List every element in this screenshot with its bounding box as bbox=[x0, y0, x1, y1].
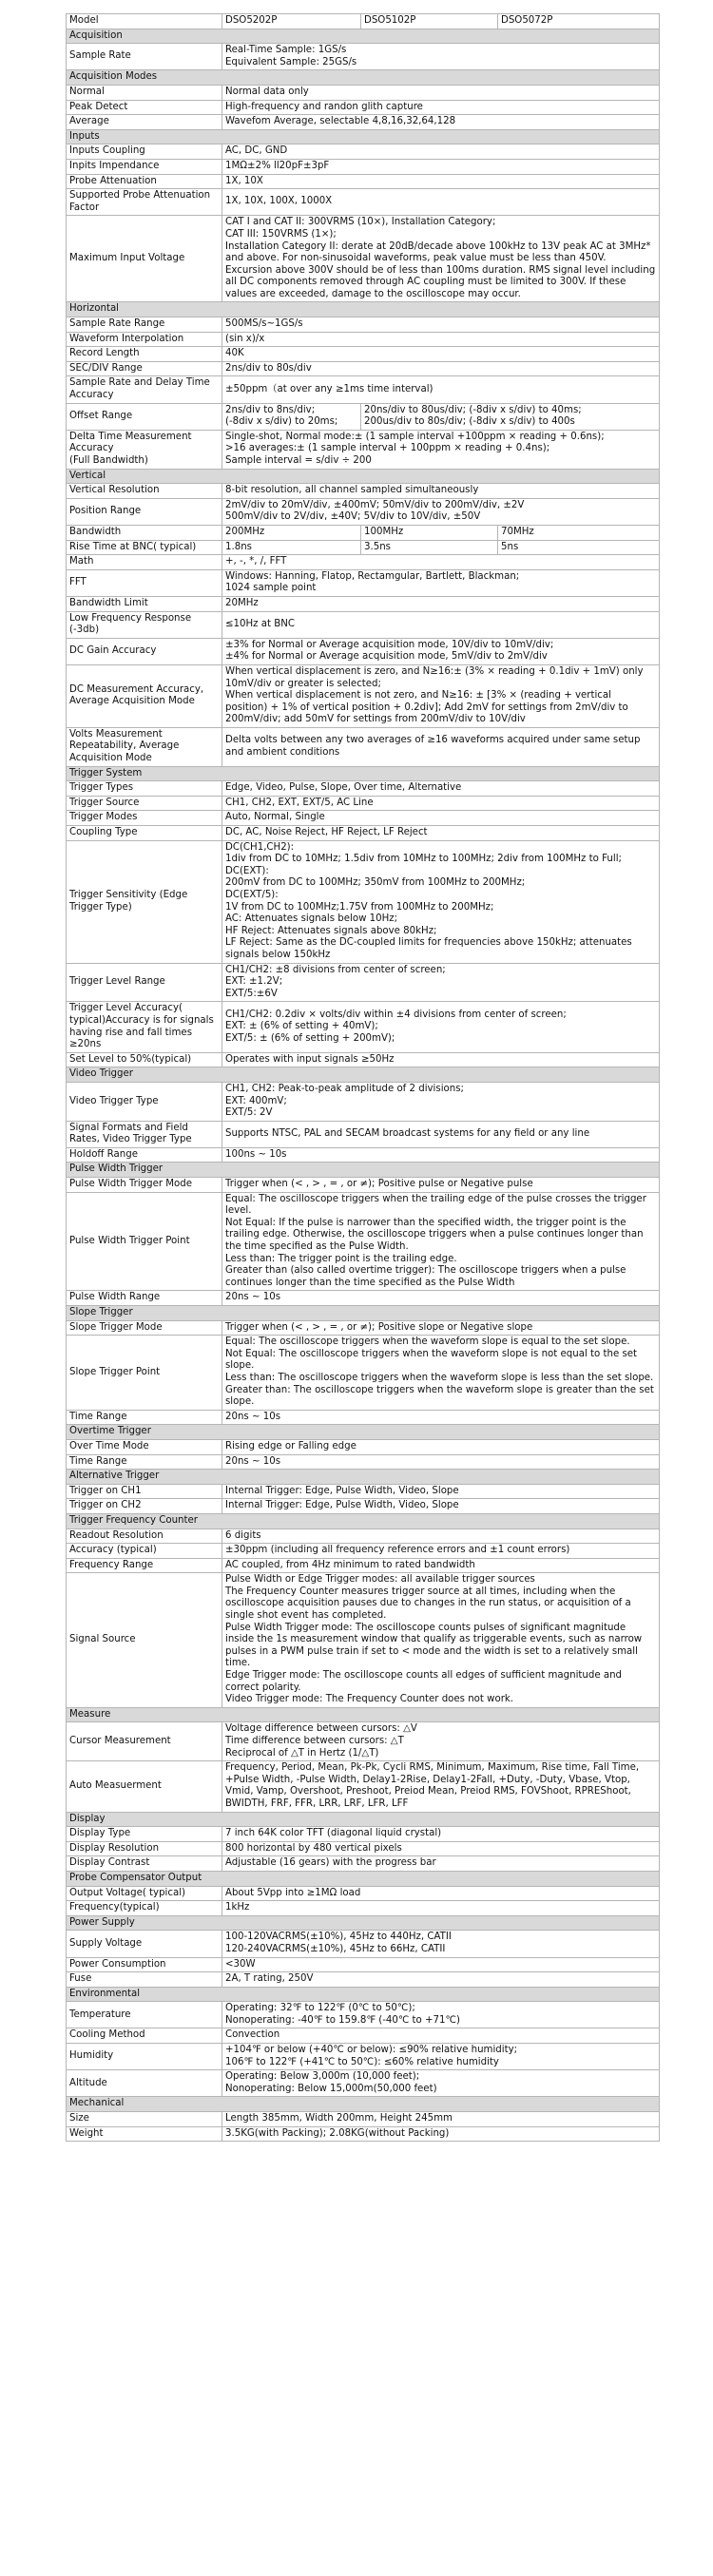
model-cell: DSO5072P bbox=[498, 14, 660, 29]
spec-value: Pulse Width or Edge Trigger modes: all available trigger sources The Frequency Counter measures trigger source at all times, including when the oscilloscope acquisition pauses due to changes in the run status, or acquisition of a single shot event has completed. Pulse Width Trigger mode: The oscilloscope counts pulses of significant magnitude inside the 1s measurement window that qualify as triggerable events, such as narrow pulses in a PWM pulse train if set to < mode and the width is set to a relatively small time. Edge Trigger mode: The oscilloscope counts all edges of sufficient magnitude and correct polarity. Video Trigger mode: The Frequency Counter does not work. bbox=[222, 1573, 660, 1708]
spec-value: 100MHz bbox=[361, 525, 498, 540]
spec-value: Internal Trigger: Edge, Pulse Width, Video, Slope bbox=[222, 1484, 660, 1499]
spec-sheet bbox=[66, 13, 659, 2142]
section-title: Trigger System bbox=[67, 766, 660, 781]
spec-value: 200MHz bbox=[222, 525, 361, 540]
spec-label: Bandwidth Limit bbox=[67, 596, 222, 611]
spec-label: Display Contrast bbox=[67, 1856, 222, 1872]
spec-label: Maximum Input Voltage bbox=[67, 216, 222, 302]
spec-label: Inpits Impendance bbox=[67, 159, 222, 174]
spec-value: Normal data only bbox=[222, 85, 660, 100]
spec-label: Sample Rate Range bbox=[67, 317, 222, 333]
spec-label: Offset Range bbox=[67, 403, 222, 430]
spec-row bbox=[67, 1052, 660, 1067]
header-row bbox=[67, 14, 660, 29]
spec-label: DC Measurement Accuracy, Average Acquisition Mode bbox=[67, 664, 222, 727]
spec-label: Pulse Width Trigger Point bbox=[67, 1192, 222, 1291]
spec-row bbox=[67, 100, 660, 115]
spec-row bbox=[67, 2044, 660, 2070]
spec-label: Display Type bbox=[67, 1827, 222, 1842]
spec-row bbox=[67, 2070, 660, 2097]
spec-row bbox=[67, 963, 660, 1002]
spec-value: 20ns ~ 10s bbox=[222, 1291, 660, 1306]
spec-label: Trigger Types bbox=[67, 781, 222, 797]
spec-value: Rising edge or Falling edge bbox=[222, 1439, 660, 1454]
spec-row bbox=[67, 1192, 660, 1291]
spec-row bbox=[67, 1558, 660, 1573]
spec-label: Slope Trigger Point bbox=[67, 1336, 222, 1411]
spec-label: Power Consumption bbox=[67, 1957, 222, 1972]
spec-value: AC, DC, GND bbox=[222, 144, 660, 160]
spec-row bbox=[67, 2112, 660, 2127]
spec-label: DC Gain Accuracy bbox=[67, 638, 222, 664]
spec-row bbox=[67, 1886, 660, 1901]
spec-row bbox=[67, 840, 660, 963]
spec-row bbox=[67, 332, 660, 347]
spec-row bbox=[67, 2002, 660, 2028]
spec-value: When vertical displacement is zero, and N≥16:± (3% × reading + 0.1div + 1mV) only 10mV/div or greater is selected; When vertical displacement is not zero, and N≥16: ± [3% × (reading + vertical position) + 1% of vertical position + 0.2div]; Add 2mV for settings from 2mV/div to 200mV/div; add 50mV for settings from 200mV/div to 10V/div bbox=[222, 664, 660, 727]
spec-value: DC(CH1,CH2): 1div from DC to 10MHz; 1.5div from 10MHz to 100MHz; 2div from 100MHz to Full; DC(EXT): 200mV from DC to 100MHz; 350mV from 100MHz to 200MHz; DC(EXT/5): 1V from DC to 100MHz;1.75V from 100MHz to 200MHz; AC: Attenuates signals below 10Hz; HF Reject: Attenuates signals above 80kHz; LF Reject: Same as the DC-coupled limits for frequencies above 150kHz; attenuates signals below 150kHz bbox=[222, 840, 660, 963]
spec-row bbox=[67, 1761, 660, 1812]
spec-row bbox=[67, 1336, 660, 1411]
model-cell: DSO5102P bbox=[361, 14, 498, 29]
spec-value: DC, AC, Noise Reject, HF Reject, LF Reject bbox=[222, 826, 660, 841]
section-header-row bbox=[67, 1306, 660, 1321]
spec-value: Trigger when (< , > , = , or ≠); Positive slope or Negative slope bbox=[222, 1320, 660, 1336]
spec-label: Normal bbox=[67, 85, 222, 100]
section-title: Measure bbox=[67, 1707, 660, 1722]
spec-value: 3.5KG(with Packing); 2.08KG(without Packing) bbox=[222, 2126, 660, 2142]
spec-row bbox=[67, 1499, 660, 1514]
spec-row bbox=[67, 796, 660, 811]
spec-value: 5ns bbox=[498, 540, 660, 555]
spec-label: Pulse Width Range bbox=[67, 1291, 222, 1306]
spec-value: 1MΩ±2% ll20pF±3pF bbox=[222, 159, 660, 174]
section-title: Pulse Width Trigger bbox=[67, 1163, 660, 1178]
spec-row bbox=[67, 1002, 660, 1052]
spec-value: Convection bbox=[222, 2028, 660, 2044]
spec-value: +104℉ or below (+40℃ or below): ≤90% relative humidity; 106℉ to 122℉ (+41℃ to 50℃): ≤60% relative humidity bbox=[222, 2044, 660, 2070]
section-title: Display bbox=[67, 1812, 660, 1827]
section-title: Overtime Trigger bbox=[67, 1425, 660, 1440]
spec-row bbox=[67, 1544, 660, 1559]
spec-value: 2mV/div to 20mV/div, ±400mV; 50mV/div to 200mV/div, ±2V 500mV/div to 2V/div, ±40V; 5V/div to 10V/div, ±50V bbox=[222, 498, 660, 525]
spec-label: Delta Time Measurement Accuracy (Full Bandwidth) bbox=[67, 430, 222, 469]
spec-value: Voltage difference between cursors: △V Time difference between cursors: △T Reciprocal of △T in Hertz (1/△T) bbox=[222, 1722, 660, 1761]
spec-label: Accuracy (typical) bbox=[67, 1544, 222, 1559]
spec-value: AC coupled, from 4Hz minimum to rated bandwidth bbox=[222, 1558, 660, 1573]
spec-row bbox=[67, 174, 660, 189]
spec-label: Rise Time at BNC( typical) bbox=[67, 540, 222, 555]
spec-row bbox=[67, 1931, 660, 1957]
spec-value: 1kHz bbox=[222, 1901, 660, 1916]
spec-label: Supply Voltage bbox=[67, 1931, 222, 1957]
spec-value: (sin x)/x bbox=[222, 332, 660, 347]
spec-row bbox=[67, 1410, 660, 1425]
spec-label: Math bbox=[67, 555, 222, 570]
spec-row bbox=[67, 44, 660, 70]
spec-value: 3.5ns bbox=[361, 540, 498, 555]
spec-row bbox=[67, 1901, 660, 1916]
spec-value: Delta volts between any two averages of ≥16 waveforms acquired under same setup and ambient conditions bbox=[222, 727, 660, 766]
section-title: Trigger Frequency Counter bbox=[67, 1513, 660, 1528]
spec-label: Time Range bbox=[67, 1410, 222, 1425]
spec-row bbox=[67, 216, 660, 302]
spec-row bbox=[67, 1722, 660, 1761]
spec-row bbox=[67, 1454, 660, 1470]
spec-value: 20MHz bbox=[222, 596, 660, 611]
spec-label: Trigger Level Range bbox=[67, 963, 222, 1002]
section-header-row bbox=[67, 1987, 660, 2002]
spec-label: Trigger Level Accuracy( typical)Accuracy is for signals having rise and fall times ≥20ns bbox=[67, 1002, 222, 1052]
spec-value: <30W bbox=[222, 1957, 660, 1972]
section-header-row bbox=[67, 302, 660, 317]
spec-row bbox=[67, 2028, 660, 2044]
spec-value: 2A, T rating, 250V bbox=[222, 1972, 660, 1988]
spec-value: 100-120VACRMS(±10%), 45Hz to 440Hz, CATII 120-240VACRMS(±10%), 45Hz to 66Hz, CATII bbox=[222, 1931, 660, 1957]
spec-value: +, -, *, /, FFT bbox=[222, 555, 660, 570]
spec-value: 1X, 10X, 100X, 1000X bbox=[222, 189, 660, 216]
spec-label: Temperature bbox=[67, 2002, 222, 2028]
spec-row bbox=[67, 1827, 660, 1842]
spec-row bbox=[67, 525, 660, 540]
spec-row bbox=[67, 1147, 660, 1163]
spec-value: CH1/CH2: ±8 divisions from center of screen; EXT: ±1.2V; EXT/5:±6V bbox=[222, 963, 660, 1002]
spec-table bbox=[66, 13, 660, 2142]
spec-value: CAT I and CAT II: 300VRMS (10×), Installation Category; CAT III: 150VRMS (1×); Installation Category II: derate at 20dB/decade above 100kHz to 13V peak AC at 3MHz* and above. For non-sinusoidal waveforms, peak value must be less than 450V. Excursion above 300V should be of less than 100ms duration. RMS signal level including all DC components removed through AC coupling must be limited to 300V. If these values are exceeded, damage to the oscilloscope may occur. bbox=[222, 216, 660, 302]
section-title: Horizontal bbox=[67, 302, 660, 317]
spec-value: ±3% for Normal or Average acquisition mode, 10V/div to 10mV/div; ±4% for Normal or Average acquisition mode, 5mV/div to 2mV/div bbox=[222, 638, 660, 664]
section-header-row bbox=[67, 70, 660, 86]
spec-label: Inputs Coupling bbox=[67, 144, 222, 160]
section-header-row bbox=[67, 129, 660, 144]
spec-value: Supports NTSC, PAL and SECAM broadcast systems for any field or any line bbox=[222, 1121, 660, 1147]
spec-row bbox=[67, 611, 660, 638]
spec-value: 100ns ~ 10s bbox=[222, 1147, 660, 1163]
spec-row bbox=[67, 2126, 660, 2142]
spec-row bbox=[67, 430, 660, 469]
section-header-row bbox=[67, 1915, 660, 1931]
spec-value: 40K bbox=[222, 347, 660, 362]
spec-value: Operates with input signals ≥50Hz bbox=[222, 1052, 660, 1067]
spec-value: 20ns ~ 10s bbox=[222, 1454, 660, 1470]
section-header-row bbox=[67, 2097, 660, 2112]
spec-label: Holdoff Range bbox=[67, 1147, 222, 1163]
spec-row bbox=[67, 361, 660, 376]
spec-row bbox=[67, 1484, 660, 1499]
spec-label: Frequency Range bbox=[67, 1558, 222, 1573]
spec-value: CH1, CH2, EXT, EXT/5, AC Line bbox=[222, 796, 660, 811]
spec-label: Record Length bbox=[67, 347, 222, 362]
spec-value: 500MS/s~1GS/s bbox=[222, 317, 660, 333]
section-header-row bbox=[67, 1812, 660, 1827]
spec-value: ≤10Hz at BNC bbox=[222, 611, 660, 638]
spec-label: Slope Trigger Mode bbox=[67, 1320, 222, 1336]
spec-label: Trigger on CH2 bbox=[67, 1499, 222, 1514]
spec-label: Set Level to 50%(typical) bbox=[67, 1052, 222, 1067]
spec-value: 6 digits bbox=[222, 1528, 660, 1544]
spec-label: Signal Formats and Field Rates, Video Trigger Type bbox=[67, 1121, 222, 1147]
spec-label: Pulse Width Trigger Mode bbox=[67, 1178, 222, 1193]
section-title: Acquisition bbox=[67, 29, 660, 44]
spec-label: Fuse bbox=[67, 1972, 222, 1988]
spec-row bbox=[67, 498, 660, 525]
spec-value: 1.8ns bbox=[222, 540, 361, 555]
spec-row bbox=[67, 1121, 660, 1147]
section-title: Vertical bbox=[67, 469, 660, 484]
spec-value: 7 inch 64K color TFT (diagonal liquid crystal) bbox=[222, 1827, 660, 1842]
spec-row bbox=[67, 376, 660, 403]
spec-label: Display Resolution bbox=[67, 1841, 222, 1856]
spec-row bbox=[67, 115, 660, 130]
spec-row bbox=[67, 403, 660, 430]
section-header-row bbox=[67, 1470, 660, 1485]
spec-label: Sample Rate and Delay Time Accuracy bbox=[67, 376, 222, 403]
spec-label: Probe Attenuation bbox=[67, 174, 222, 189]
spec-value: Equal: The oscilloscope triggers when the waveform slope is equal to the set slope. Not Equal: The oscilloscope triggers when the waveform slope is not equal to the set slope. Less than: The oscilloscope triggers when the waveform slope is less than the set slope. Greater than: The oscilloscope triggers when the waveform slope is greater than the set slope. bbox=[222, 1336, 660, 1411]
spec-value: CH1/CH2: 0.2div × volts/div within ±4 divisions from center of screen; EXT: ± (6% of setting + 40mV); EXT/5: ± (6% of setting + 200mV); bbox=[222, 1002, 660, 1052]
spec-row bbox=[67, 1573, 660, 1708]
spec-label: Time Range bbox=[67, 1454, 222, 1470]
spec-row bbox=[67, 596, 660, 611]
spec-label: Weight bbox=[67, 2126, 222, 2142]
spec-row bbox=[67, 811, 660, 826]
section-header-row bbox=[67, 1067, 660, 1083]
section-title: Power Supply bbox=[67, 1915, 660, 1931]
model-cell: DSO5202P bbox=[222, 14, 361, 29]
spec-table-body bbox=[67, 14, 660, 2142]
spec-value: CH1, CH2: Peak-to-peak amplitude of 2 divisions; EXT: 400mV; EXT/5: 2V bbox=[222, 1082, 660, 1121]
spec-label: Trigger on CH1 bbox=[67, 1484, 222, 1499]
spec-value: Wavefom Average, selectable 4,8,16,32,64,128 bbox=[222, 115, 660, 130]
spec-label: Coupling Type bbox=[67, 826, 222, 841]
section-title: Acquisition Modes bbox=[67, 70, 660, 86]
spec-row bbox=[67, 347, 660, 362]
spec-value: Frequency, Period, Mean, Pk-Pk, Cycli RMS, Minimum, Maximum, Rise time, Fall Time, +Pulse Width, -Pulse Width, Delay1-2Rise, Delay1-2Fall, +Duty, -Duty, Vbase, Vtop, Vmid, Vamp, Overshoot, Preshoot, Preiod Mean, Preiod RMS, FOVShoot, RPREShoot, BWIDTH, FRF, FFR, LRR, LRF, LFR, LFF bbox=[222, 1761, 660, 1812]
section-title: Mechanical bbox=[67, 2097, 660, 2112]
spec-row bbox=[67, 781, 660, 797]
spec-value: Trigger when (< , > , = , or ≠); Positive pulse or Negative pulse bbox=[222, 1178, 660, 1193]
spec-label: Altitude bbox=[67, 2070, 222, 2097]
spec-value: 800 horizontal by 480 vertical pixels bbox=[222, 1841, 660, 1856]
spec-label: Readout Resolution bbox=[67, 1528, 222, 1544]
spec-label: Peak Detect bbox=[67, 100, 222, 115]
spec-value: Length 385mm, Width 200mm, Height 245mm bbox=[222, 2112, 660, 2127]
spec-row bbox=[67, 317, 660, 333]
spec-value: Operating: Below 3,000m (10,000 feet); Nonoperating: Below 15,000m(50,000 feet) bbox=[222, 2070, 660, 2097]
spec-label: Trigger Sensitivity (Edge Trigger Type) bbox=[67, 840, 222, 963]
spec-row bbox=[67, 569, 660, 596]
spec-row bbox=[67, 144, 660, 160]
spec-row bbox=[67, 1291, 660, 1306]
spec-label: Size bbox=[67, 2112, 222, 2127]
section-header-row bbox=[67, 469, 660, 484]
section-title: Environmental bbox=[67, 1987, 660, 2002]
spec-value: About 5Vpp into ≥1MΩ load bbox=[222, 1886, 660, 1901]
spec-row bbox=[67, 1841, 660, 1856]
spec-label: Average bbox=[67, 115, 222, 130]
spec-label: Trigger Source bbox=[67, 796, 222, 811]
spec-row bbox=[67, 664, 660, 727]
spec-value: Equal: The oscilloscope triggers when the trailing edge of the pulse crosses the trigger level. Not Equal: If the pulse is narrower than the specified width, the trigger point is the trailing edge. Otherwise, the oscilloscope triggers when a pulse continues longer than the time specified as the Pulse Width. Less than: The trigger point is the trailing edge. Greater than (also called overtime trigger): The oscilloscope triggers when a pulse continues longer than the time specified as the Pulse Width bbox=[222, 1192, 660, 1291]
spec-value: 1X, 10X bbox=[222, 174, 660, 189]
spec-row bbox=[67, 189, 660, 216]
spec-value: 2ns/div to 8ns/div; (-8div x s/div) to 20ms; bbox=[222, 403, 361, 430]
spec-label: Over Time Mode bbox=[67, 1439, 222, 1454]
spec-value: Edge, Video, Pulse, Slope, Over time, Alternative bbox=[222, 781, 660, 797]
spec-label: Cooling Method bbox=[67, 2028, 222, 2044]
spec-row bbox=[67, 555, 660, 570]
spec-label: Frequency(typical) bbox=[67, 1901, 222, 1916]
section-title: Slope Trigger bbox=[67, 1306, 660, 1321]
spec-row bbox=[67, 540, 660, 555]
spec-value: Internal Trigger: Edge, Pulse Width, Video, Slope bbox=[222, 1499, 660, 1514]
spec-row bbox=[67, 1439, 660, 1454]
header-label: Model bbox=[67, 14, 222, 29]
spec-value: ±50ppm（at over any ≥1ms time interval) bbox=[222, 376, 660, 403]
spec-row bbox=[67, 1957, 660, 1972]
spec-row bbox=[67, 1320, 660, 1336]
spec-label: Output Voltage( typical) bbox=[67, 1886, 222, 1901]
spec-row bbox=[67, 1528, 660, 1544]
spec-label: Volts Measurement Repeatability, Average Acquisition Mode bbox=[67, 727, 222, 766]
spec-value: 20ns ~ 10s bbox=[222, 1410, 660, 1425]
section-header-row bbox=[67, 1513, 660, 1528]
section-header-row bbox=[67, 766, 660, 781]
spec-value: 20ns/div to 80us/div; (-8div x s/div) to 40ms; 200us/div to 80s/div; (-8div x s/div) to 400s bbox=[361, 403, 660, 430]
spec-value: 2ns/div to 80s/div bbox=[222, 361, 660, 376]
spec-value: Auto, Normal, Single bbox=[222, 811, 660, 826]
spec-label: Position Range bbox=[67, 498, 222, 525]
spec-row bbox=[67, 638, 660, 664]
spec-row bbox=[67, 1082, 660, 1121]
section-title: Alternative Trigger bbox=[67, 1470, 660, 1485]
spec-row bbox=[67, 1178, 660, 1193]
spec-label: Vertical Resolution bbox=[67, 484, 222, 499]
spec-label: Humidity bbox=[67, 2044, 222, 2070]
spec-row bbox=[67, 1856, 660, 1872]
spec-value: 8-bit resolution, all channel sampled simultaneously bbox=[222, 484, 660, 499]
spec-value: Real-Time Sample: 1GS/s Equivalent Sample: 25GS/s bbox=[222, 44, 660, 70]
spec-row bbox=[67, 85, 660, 100]
spec-value: ±30ppm (including all frequency reference errors and ±1 count errors) bbox=[222, 1544, 660, 1559]
spec-label: Bandwidth bbox=[67, 525, 222, 540]
spec-label: FFT bbox=[67, 569, 222, 596]
spec-label: Cursor Measurement bbox=[67, 1722, 222, 1761]
section-header-row bbox=[67, 1425, 660, 1440]
spec-value: Adjustable (16 gears) with the progress bar bbox=[222, 1856, 660, 1872]
spec-label: Signal Source bbox=[67, 1573, 222, 1708]
spec-label: Sample Rate bbox=[67, 44, 222, 70]
spec-label: Video Trigger Type bbox=[67, 1082, 222, 1121]
section-header-row bbox=[67, 29, 660, 44]
spec-row bbox=[67, 727, 660, 766]
spec-row bbox=[67, 159, 660, 174]
spec-row bbox=[67, 484, 660, 499]
spec-value: Operating: 32℉ to 122℉ (0℃ to 50℃); Nonoperating: -40℉ to 159.8℉ (-40℃ to +71℃) bbox=[222, 2002, 660, 2028]
section-title: Video Trigger bbox=[67, 1067, 660, 1083]
spec-row bbox=[67, 1972, 660, 1988]
spec-value: 70MHz bbox=[498, 525, 660, 540]
spec-value: Single-shot, Normal mode:± (1 sample interval +100ppm × reading + 0.6ns); >16 averages:± (1 sample interval + 100ppm × reading + 0.4ns); Sample interval = s/div ÷ 200 bbox=[222, 430, 660, 469]
spec-label: Supported Probe Attenuation Factor bbox=[67, 189, 222, 216]
section-title: Inputs bbox=[67, 129, 660, 144]
spec-value: High-frequency and randon glith capture bbox=[222, 100, 660, 115]
spec-label: Low Frequency Response (-3db) bbox=[67, 611, 222, 638]
section-header-row bbox=[67, 1707, 660, 1722]
spec-label: Waveform Interpolation bbox=[67, 332, 222, 347]
spec-value: Windows: Hanning, Flatop, Rectamgular, Bartlett, Blackman; 1024 sample point bbox=[222, 569, 660, 596]
spec-label: Trigger Modes bbox=[67, 811, 222, 826]
spec-label: Auto Measuerment bbox=[67, 1761, 222, 1812]
section-header-row bbox=[67, 1163, 660, 1178]
spec-row bbox=[67, 826, 660, 841]
section-title: Probe Compensator Output bbox=[67, 1871, 660, 1886]
section-header-row bbox=[67, 1871, 660, 1886]
spec-label: SEC/DIV Range bbox=[67, 361, 222, 376]
